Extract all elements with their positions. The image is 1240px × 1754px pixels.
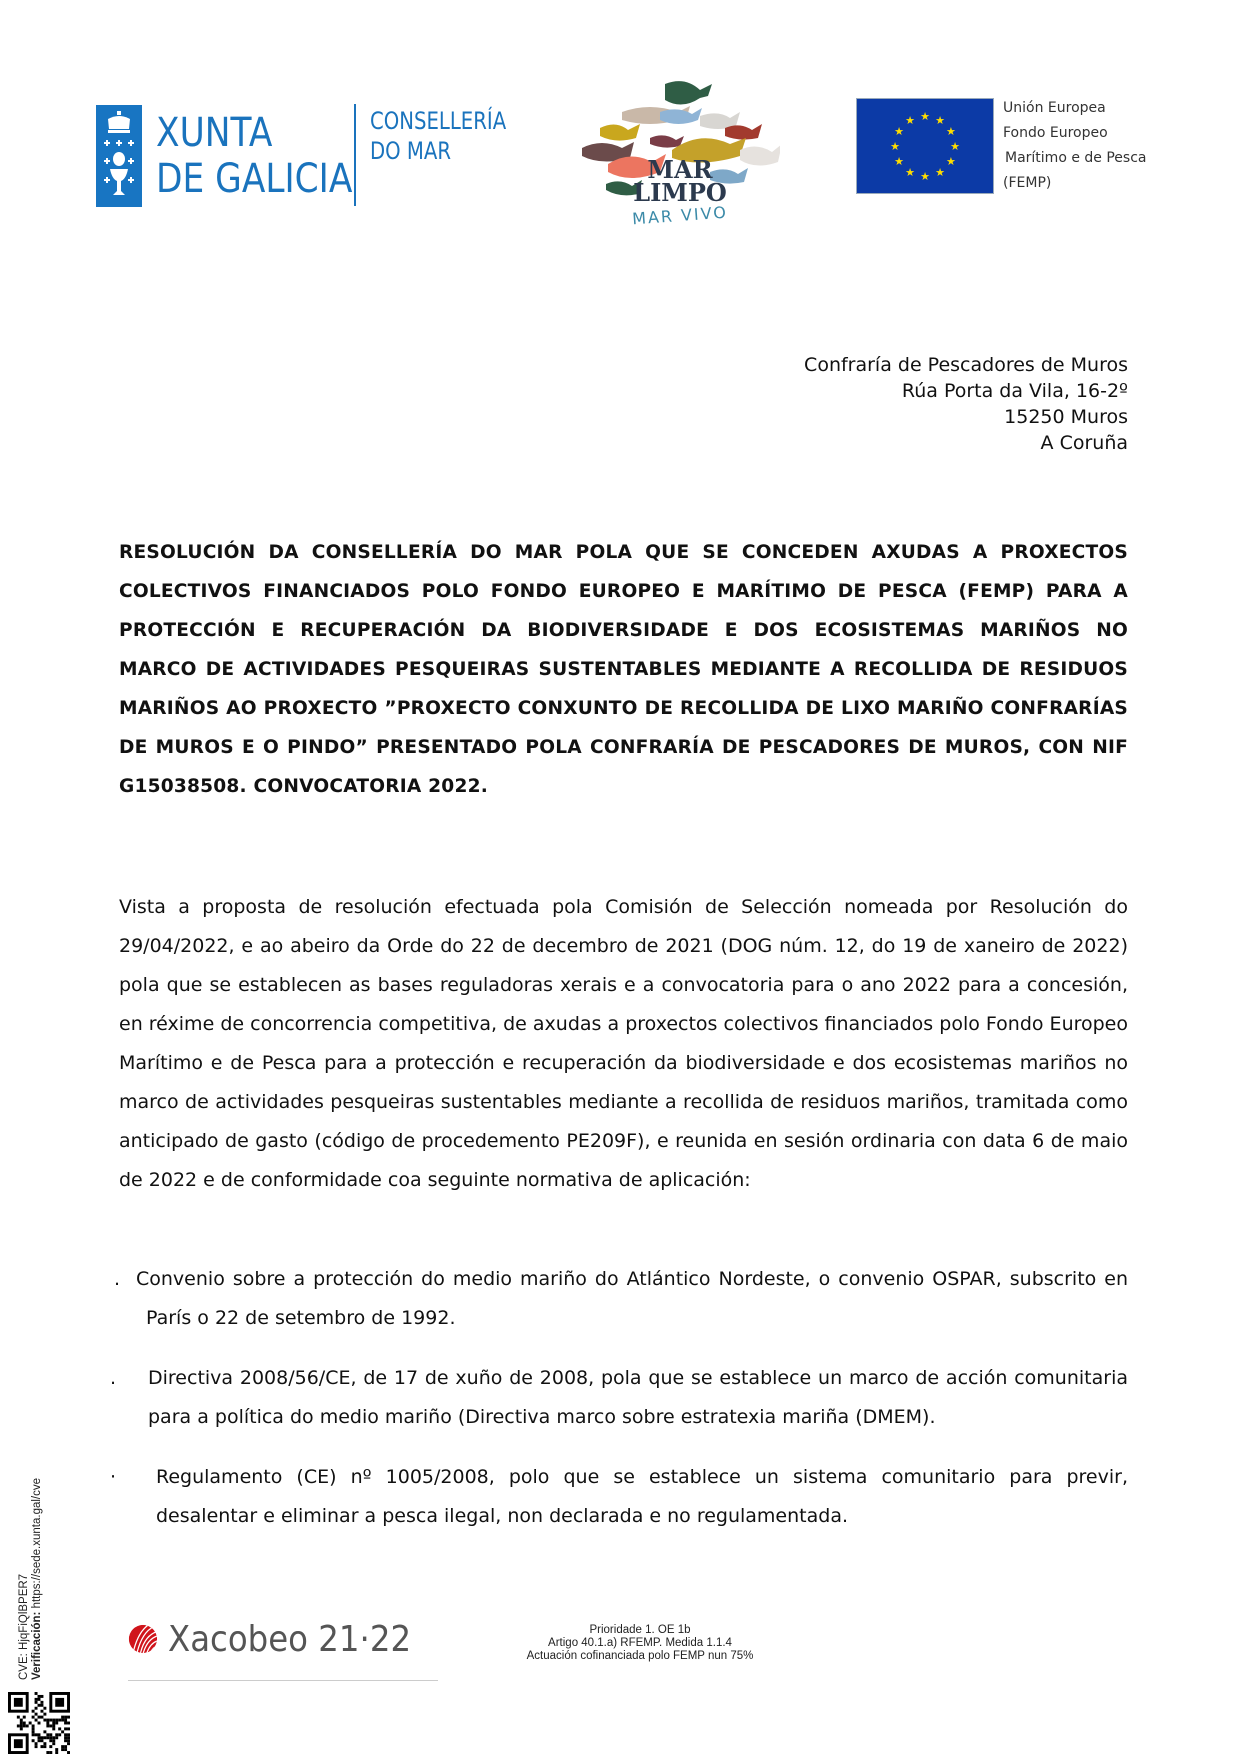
eu-fund-label [1003, 96, 1146, 196]
star-icon: ★ [920, 110, 930, 123]
bullet: . [110, 1367, 117, 1389]
star-icon: ★ [935, 165, 945, 179]
list-item [112, 1359, 1128, 1437]
star-icon: ★ [905, 114, 915, 128]
mar-limpo-title [620, 155, 740, 207]
bullet: · [110, 1466, 117, 1488]
xunta-line2: DE GALICIA [156, 156, 353, 202]
xunta-de-galicia-logo [96, 104, 507, 208]
galicia-shield-icon [96, 105, 142, 207]
verification-stamp [18, 1478, 44, 1680]
star-icon: ★ [905, 165, 915, 179]
star-icon: ★ [946, 125, 956, 138]
verification-url[interactable]: https://sede.xunta.gal/cve [31, 1477, 43, 1609]
xunta-line1: XUNTA [156, 110, 273, 156]
star-icon: ★ [894, 125, 904, 138]
eu-line2: Fondo Europeo [1003, 125, 1108, 141]
verification-line [31, 1478, 44, 1680]
mar-limpo-line2: LIMPO [633, 178, 727, 207]
xacobeo-logo [128, 1598, 438, 1681]
mar-vivo-subtitle: MAR VIVO [631, 202, 729, 229]
xacobeo-wordmark: Xacobeo 21·22 [167, 1618, 411, 1660]
scallop-shell-icon [128, 1601, 158, 1677]
qr-code-icon[interactable] [8, 1692, 70, 1754]
star-icon: ★ [890, 140, 900, 153]
address-province: A Coruña [1040, 432, 1128, 454]
footnote-article: Artigo 40.1.a) RFEMP. Medida 1.1.4 [548, 1637, 732, 1649]
eu-line1: Unión Europea [1003, 100, 1106, 116]
list-item-text: Regulamento (CE) nº 1005/2008, polo que se establece un sistema comunitario para previr, desalentar e eliminar a pesca ilegal, non declarada e no regulamentada. [156, 1466, 1128, 1527]
footnote-priority: Prioridade 1. OE 1b [589, 1624, 691, 1636]
eu-flag-icon [856, 98, 994, 194]
verification-label: Verificación: [31, 1611, 43, 1680]
address-street: Rúa Porta da Vila, 16-2º [901, 380, 1128, 402]
recipient-address [804, 352, 1128, 456]
list-item-text: Convenio sobre a protección do medio mariño do Atlántico Nordeste, o convenio OSPAR, subscrito en París o 22 de setembro de 1992. [136, 1268, 1128, 1329]
xunta-wordmark [156, 110, 352, 202]
star-icon: ★ [920, 170, 930, 183]
eu-line4: (FEMP) [1003, 175, 1052, 191]
department-line1: CONSELLERÍA [370, 107, 507, 135]
cve-code: CVE: HjqFiQlBPER7 [18, 1573, 30, 1680]
funding-footnote [490, 1624, 790, 1663]
logo-divider [354, 104, 356, 206]
body-paragraph: Vista a proposta de resolución efectuada pola Comisión de Selección nomeada por Resolución do 29/04/2022, e ao abeiro da Orde do 22 de decembro de 2021 (DOG núm. 12, do 19 de xaneiro de 2022) pola que se establecen as bases reguladoras xerais e a convocatoria para o ano 2022 para a concesión, en réxime de concorrencia competitiva, de axudas a proxectos colectivos financiados polo Fondo Europeo Marítimo e de Pesca para a protección e recuperación da biodiversidade e dos ecosistemas mariños no marco de actividades pesqueiras sustentables mediante a recollida de residuos mariños, tramitada como anticipado de gasto (código de procedemento PE209F), e reunida en sesión ordinaria con data 6 de maio de 2022 e de conformidade coa seguinte normativa de aplicación: [119, 896, 1128, 1191]
mar-limpo-line1: MAR [647, 155, 713, 184]
eu-line3: Marítimo e de Pesca [1005, 150, 1147, 166]
resolution-title: RESOLUCIÓN DA CONSELLERÍA DO MAR POLA QUE SE CONCEDEN AXUDAS A PROXECTOS COLECTIVOS FINANCIADOS POLO FONDO EUROPEO E MARÍTIMO DE PESCA (FEMP) PARA A PROTECCIÓN E RECUPERACIÓN DA BIODIVERSIDADE E DOS ECOSISTEMAS MARIÑOS NO MARCO DE ACTIVIDADES PESQUEIRAS SUSTENTABLES MEDIANTE A RECOLLIDA DE RESIDUOS MARIÑOS AO PROXECTO ”PROXECTO CONXUNTO DE RECOLLIDA DE LIXO MARIÑO CONFRARÍAS DE MUROS E O PINDO” PRESENTADO POLA CONFRARÍA DE PESCADORES DE MUROS, CON NIF G15038508. CONVOCATORIA 2022. [119, 542, 1128, 797]
star-icon: ★ [946, 155, 956, 168]
list-item-text: Directiva 2008/56/CE, de 17 de xuño de 2008, pola que se establece un marco de acción comunitaria para a política do medio mariño (Directiva marco sobre estratexia mariña (DMEM). [148, 1367, 1128, 1428]
footnote-cofinancing: Actuación cofinanciada polo FEMP nun 75% [526, 1650, 754, 1662]
department-line2: DO MAR [370, 137, 452, 165]
star-icon: ★ [894, 155, 904, 168]
star-icon: ★ [950, 140, 960, 153]
bullet: . [114, 1268, 121, 1290]
star-icon: ★ [935, 114, 945, 128]
list-item [112, 1458, 1128, 1536]
department-name [370, 106, 506, 166]
list-item [112, 1260, 1128, 1338]
address-organization: Confraría de Pescadores de Muros [804, 354, 1128, 376]
regulations-list [112, 1260, 1128, 1557]
mar-limpo-logo [560, 72, 780, 232]
address-postcode-city: 15250 Muros [1004, 406, 1128, 428]
